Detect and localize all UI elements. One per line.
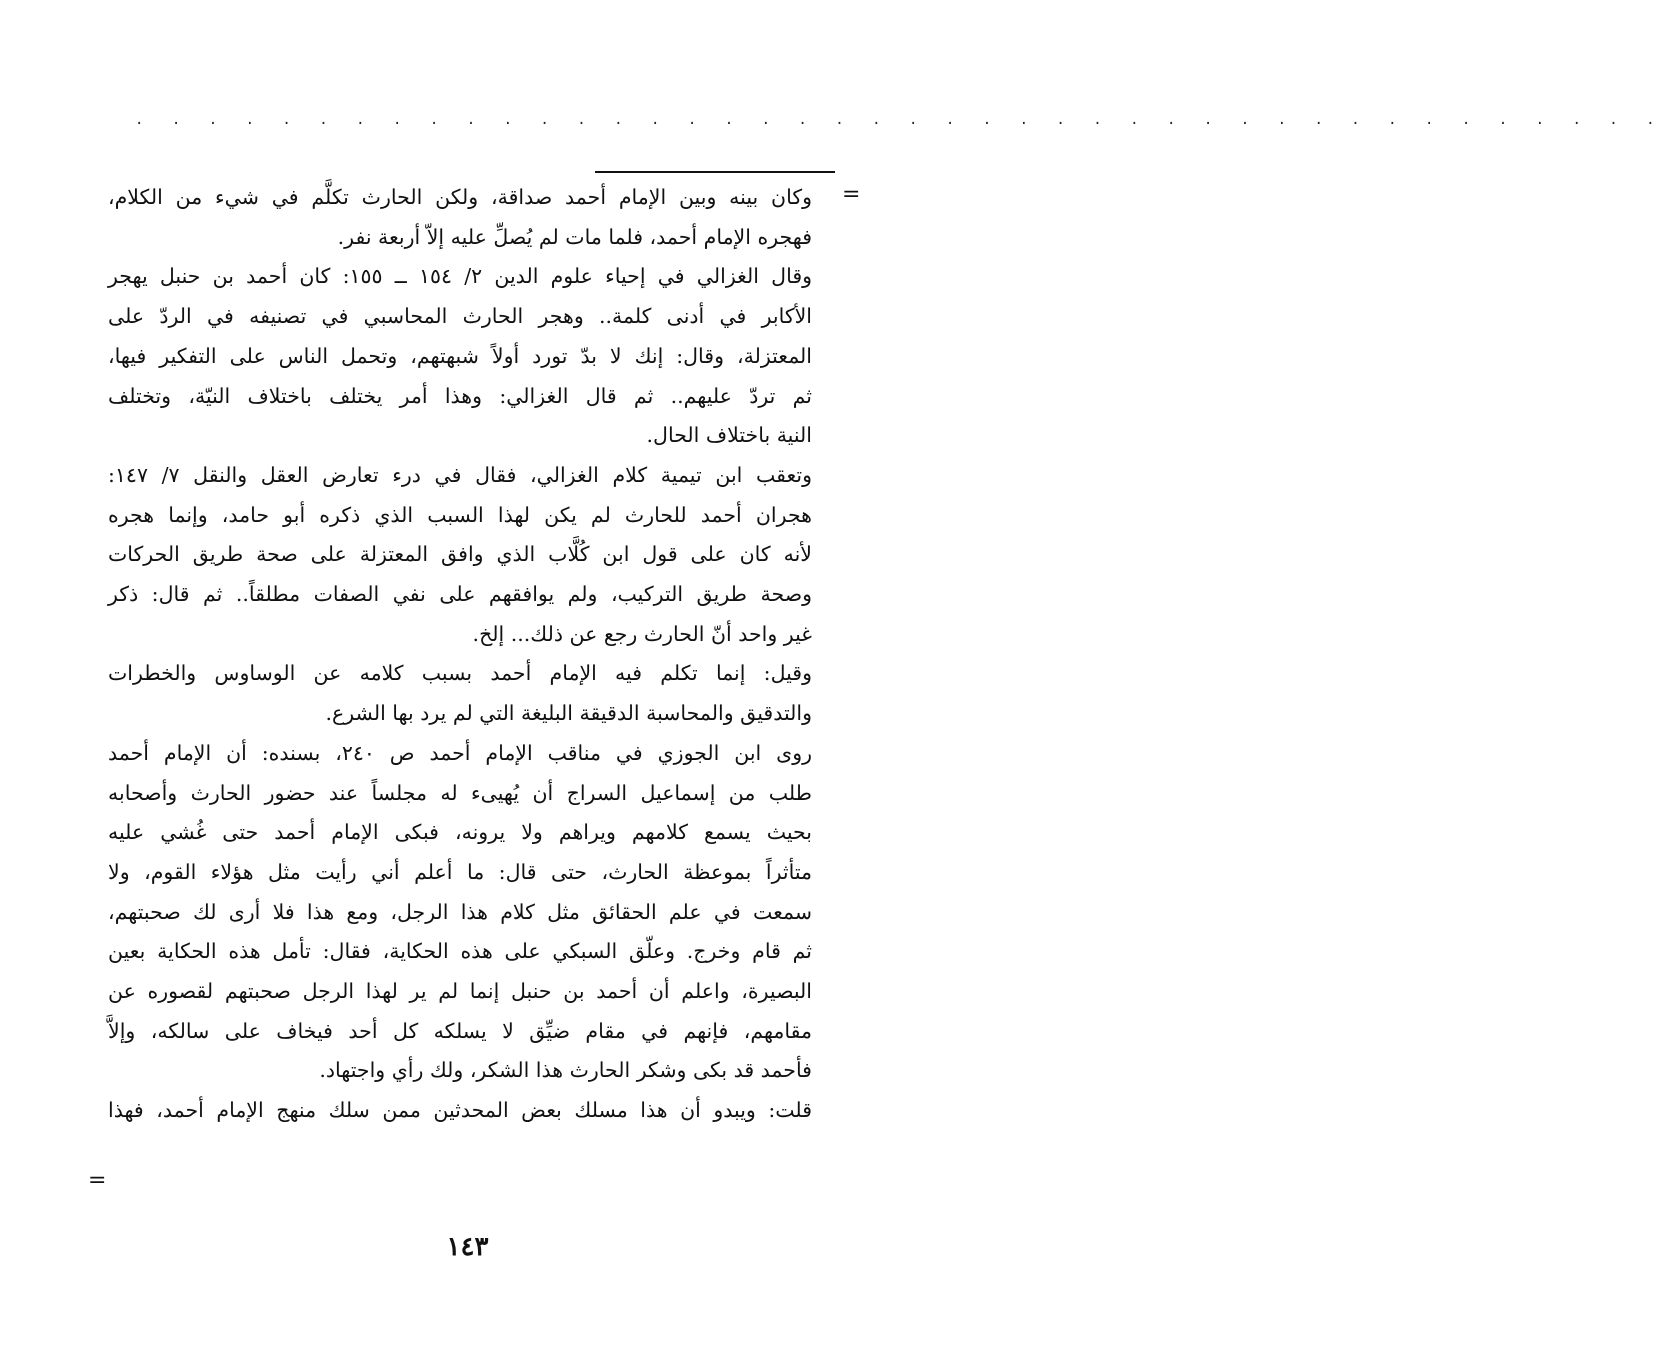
text-line: مقامهم، فإنهم في مقام ضيِّق لا يسلكه كل أحد فيخاف على سالكه، وإلاَّ	[108, 1018, 812, 1043]
paragraph-4	[108, 654, 812, 733]
paragraph-1	[108, 178, 812, 257]
text-line: وقال الغزالي في إحياء علوم الدين ٢/ ١٥٤ ــ ١٥٥: كان أحمد بن حنبل يهجر	[108, 264, 813, 289]
paragraph-6	[108, 1091, 812, 1131]
page-number: ١٤٣	[446, 1232, 489, 1262]
text-line: وقيل: إنما تكلم فيه الإمام أحمد بسبب كلامه عن الوساوس والخطرات	[108, 661, 812, 686]
text-line: لأنه كان على قول ابن كُلَّاب الذي وافق المعتزلة على صحة طريق الحركات	[108, 542, 812, 567]
paragraph-5	[108, 734, 812, 1091]
text-line: هجران أحمد للحارث لم يكن لهذا السبب الذي ذكره أبو حامد، وإنما هجره	[108, 502, 812, 527]
separator-dots: . . . . . . . . . . . . . . . . . . . . . . . . . . . . . . . . . . . . . . . . . .	[135, 112, 1665, 128]
text-line: البصيرة، واعلم أن أحمد بن حنبل إنما لم ير لهذا الرجل صحبتهم لقصوره عن	[108, 979, 812, 1004]
footnote-text	[108, 178, 812, 1131]
text-line: المعتزلة، وقال: إنك لا بدّ تورد أولاً شبهتهم، وتحمل الناس على التفكير فيها،	[108, 343, 812, 368]
text-line: وصحة طريق التركيب، ولم يوافقهم على نفي الصفات مطلقاً.. ثم قال: ذكر	[108, 582, 812, 607]
text-line: روى ابن الجوزي في مناقب الإمام أحمد ص ٢٤٠، بسنده: أن الإمام أحمد	[108, 740, 812, 765]
text-line: وتعقب ابن تيمية كلام الغزالي، فقال في درء تعارض العقل والنقل ٧/ ١٤٧:	[108, 462, 812, 487]
continuation-mark-top: =	[842, 182, 861, 207]
text-line: فأحمد قد بكى وشكر الحارث هذا الشكر، ولك رأي واجتهاد.	[319, 1058, 812, 1083]
text-line: وكان بينه وبين الإمام أحمد صداقة، ولكن الحارث تكلَّم في شيء من الكلام،	[108, 185, 812, 209]
paragraph-2	[108, 257, 812, 456]
text-line: والتدقيق والمحاسبة الدقيقة البليغة التي لم يرد بها الشرع.	[325, 701, 812, 726]
text-line: قلت: ويبدو أن هذا مسلك بعض المحدثين ممن سلك منهج الإمام أحمد، فهذا	[108, 1098, 812, 1123]
text-line: ثم قام وخرج. وعلّق السبكي على هذه الحكاية، فقال: تأمل هذه الحكاية بعين	[108, 939, 812, 964]
text-line: فهجره الإمام أحمد، فلما مات لم يُصلِّ عليه إلاّ أربعة نفر.	[337, 224, 812, 249]
text-line: متأثراً بموعظة الحارث، حتى قال: ما أعلم أني رأيت مثل هؤلاء القوم، ولا	[108, 859, 812, 884]
text-line: بحيث يسمع كلامهم ويراهم ولا يرونه، فبكى الإمام أحمد حتى غُشي عليه	[108, 820, 812, 845]
footnote-rule	[595, 171, 835, 173]
text-line: طلب من إسماعيل السراج أن يُهيىء له مجلساً عند حضور الحارث وأصحابه	[108, 780, 812, 805]
continuation-mark-bottom: =	[88, 1168, 107, 1193]
text-line: الأكابر في أدنى كلمة.. وهجر الحارث المحاسبي في تصنيفه في الردّ على	[108, 304, 812, 329]
paragraph-3	[108, 456, 812, 655]
text-line: سمعت في علم الحقائق مثل كلام هذا الرجل، ومع هذا فلا أرى لك صحبتهم،	[108, 899, 812, 924]
text-line: غير واحد أنّ الحارث رجع عن ذلك... إلخ.	[472, 621, 812, 646]
text-line: ثم تردّ عليهم.. ثم قال الغزالي: وهذا أمر يختلف باختلاف النيّة، وتختلف	[108, 383, 812, 408]
text-line: النية باختلاف الحال.	[646, 423, 812, 448]
